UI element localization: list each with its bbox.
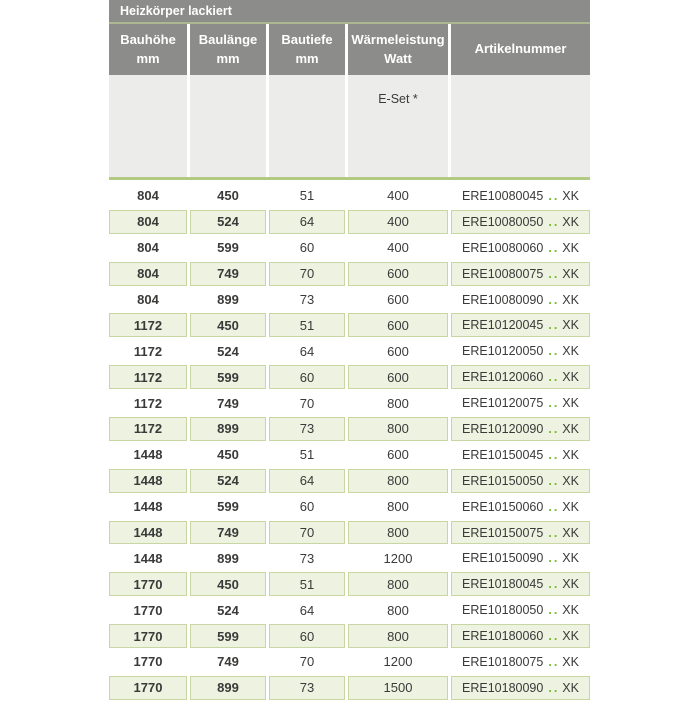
artikel-number: ERE10120090 <box>462 421 544 436</box>
artikel-dots: .. <box>548 266 560 281</box>
artikel-number: ERE10180075 <box>462 654 544 669</box>
table-title <box>109 0 590 22</box>
cell-bauhoehe: 804 <box>109 287 187 313</box>
artikel-dots: .. <box>548 603 560 618</box>
cell-artikelnummer <box>451 338 590 364</box>
column-header-bauhoehe <box>109 24 187 75</box>
cell-bautiefe: 64 <box>269 210 345 234</box>
column-header-waermeleistung <box>348 24 448 75</box>
cell-artikelnummer <box>451 572 590 596</box>
cell-bautiefe: 73 <box>269 287 345 313</box>
artikel-code: XK <box>562 266 579 281</box>
artikel-code: XK <box>562 292 579 307</box>
cell-baulaenge: 450 <box>190 572 266 596</box>
table-row <box>109 312 590 338</box>
table-row <box>109 571 590 597</box>
artikel-number: ERE10080060 <box>462 240 544 255</box>
cell-bautiefe: 60 <box>269 624 345 648</box>
artikel-code: XK <box>562 525 579 540</box>
artikel-dots: .. <box>548 680 560 695</box>
cell-bautiefe: 51 <box>269 572 345 596</box>
table-row <box>109 545 590 571</box>
cell-bauhoehe: 804 <box>109 262 187 286</box>
subheader-cell-eset <box>348 75 448 177</box>
artikel-number: ERE10150060 <box>462 499 544 514</box>
artikel-dots: .. <box>548 654 560 669</box>
artikel-code: XK <box>562 447 579 462</box>
artikel-code: XK <box>562 654 579 669</box>
cell-bautiefe: 51 <box>269 313 345 337</box>
header-line1: Bautiefe <box>281 32 333 48</box>
cell-watt: 1200 <box>348 649 448 675</box>
table-row <box>109 468 590 494</box>
cell-artikelnummer <box>451 676 590 700</box>
cell-baulaenge: 899 <box>190 417 266 441</box>
artikel-dots: .. <box>548 318 560 333</box>
cell-bauhoehe: 804 <box>109 183 187 209</box>
header-line1: Baulänge <box>198 32 258 48</box>
artikel-dots: .. <box>548 292 560 307</box>
artikel-dots: .. <box>548 370 560 385</box>
cell-bautiefe: 73 <box>269 676 345 700</box>
cell-watt: 800 <box>348 521 448 545</box>
cell-watt: 800 <box>348 572 448 596</box>
table-row <box>109 390 590 416</box>
header-line1: Wärmeleistung <box>351 32 445 48</box>
artikel-number: ERE10120060 <box>462 370 544 385</box>
table-row <box>109 364 590 390</box>
artikel-code: XK <box>562 214 579 229</box>
cell-bauhoehe: 804 <box>109 235 187 261</box>
artikel-dots: .. <box>548 551 560 566</box>
cell-artikelnummer <box>451 597 590 623</box>
cell-baulaenge: 599 <box>190 494 266 520</box>
cell-watt: 600 <box>348 313 448 337</box>
artikel-number: ERE10120075 <box>462 396 544 411</box>
cell-bauhoehe: 804 <box>109 210 187 234</box>
cell-artikelnummer <box>451 442 590 468</box>
cell-bauhoehe: 1448 <box>109 469 187 493</box>
artikel-code: XK <box>562 603 579 618</box>
table-row <box>109 442 590 468</box>
cell-artikelnummer <box>451 235 590 261</box>
artikel-number: ERE10150075 <box>462 525 544 540</box>
artikel-dots: .. <box>548 629 560 644</box>
artikel-code: XK <box>562 318 579 333</box>
artikel-number: ERE10120045 <box>462 318 544 333</box>
column-header-baulaenge <box>190 24 266 75</box>
subheader-cell-bauhoehe <box>109 75 187 177</box>
artikel-dots: .. <box>548 240 560 255</box>
artikel-number: ERE10180045 <box>462 577 544 592</box>
cell-watt: 800 <box>348 469 448 493</box>
table-row <box>109 649 590 675</box>
cell-artikelnummer <box>451 417 590 441</box>
cell-baulaenge: 450 <box>190 183 266 209</box>
cell-watt: 600 <box>348 442 448 468</box>
table-row <box>109 597 590 623</box>
cell-watt: 400 <box>348 183 448 209</box>
artikel-code: XK <box>562 499 579 514</box>
cell-watt: 800 <box>348 417 448 441</box>
table-row <box>109 675 590 701</box>
cell-watt: 600 <box>348 262 448 286</box>
artikel-code: XK <box>562 188 579 203</box>
cell-baulaenge: 899 <box>190 676 266 700</box>
cell-bautiefe: 70 <box>269 390 345 416</box>
cell-bauhoehe: 1172 <box>109 417 187 441</box>
subheader-cell-baulaenge <box>190 75 266 177</box>
cell-bauhoehe: 1770 <box>109 624 187 648</box>
table-row <box>109 261 590 287</box>
column-header-row <box>109 24 590 75</box>
artikel-dots: .. <box>548 421 560 436</box>
cell-artikelnummer <box>451 624 590 648</box>
artikel-dots: .. <box>548 525 560 540</box>
artikel-code: XK <box>562 551 579 566</box>
artikel-number: ERE10150045 <box>462 447 544 462</box>
cell-bauhoehe: 1172 <box>109 390 187 416</box>
cell-baulaenge: 450 <box>190 442 266 468</box>
cell-bauhoehe: 1172 <box>109 365 187 389</box>
artikel-code: XK <box>562 421 579 436</box>
artikel-code: XK <box>562 370 579 385</box>
cell-artikelnummer <box>451 494 590 520</box>
header-line2: Watt <box>384 50 412 66</box>
cell-baulaenge: 524 <box>190 338 266 364</box>
cell-baulaenge: 599 <box>190 624 266 648</box>
cell-bauhoehe: 1448 <box>109 521 187 545</box>
cell-watt: 600 <box>348 338 448 364</box>
cell-artikelnummer <box>451 262 590 286</box>
cell-watt: 600 <box>348 365 448 389</box>
cell-bautiefe: 60 <box>269 235 345 261</box>
cell-watt: 1500 <box>348 676 448 700</box>
cell-artikelnummer <box>451 365 590 389</box>
artikel-code: XK <box>562 240 579 255</box>
cell-baulaenge: 899 <box>190 287 266 313</box>
cell-watt: 800 <box>348 494 448 520</box>
cell-artikelnummer <box>451 183 590 209</box>
cell-bauhoehe: 1172 <box>109 338 187 364</box>
cell-bauhoehe: 1770 <box>109 572 187 596</box>
artikel-number: ERE10080075 <box>462 266 544 281</box>
subheader-cell-artikelnummer <box>451 75 590 177</box>
table-title-label: Heizkörper lackiert <box>120 4 232 18</box>
cell-bautiefe: 64 <box>269 597 345 623</box>
subheader-cell-bautiefe <box>269 75 345 177</box>
artikel-dots: .. <box>548 344 560 359</box>
cell-baulaenge: 599 <box>190 235 266 261</box>
cell-artikelnummer <box>451 469 590 493</box>
artikel-number: ERE10080050 <box>462 214 544 229</box>
cell-artikelnummer <box>451 313 590 337</box>
artikel-number: ERE10150090 <box>462 551 544 566</box>
artikel-code: XK <box>562 680 579 695</box>
artikel-code: XK <box>562 396 579 411</box>
cell-baulaenge: 749 <box>190 521 266 545</box>
cell-watt: 800 <box>348 390 448 416</box>
cell-bauhoehe: 1448 <box>109 442 187 468</box>
artikel-dots: .. <box>548 499 560 514</box>
e-set-label: E-Set * <box>378 92 418 106</box>
cell-bauhoehe: 1172 <box>109 313 187 337</box>
cell-bautiefe: 51 <box>269 183 345 209</box>
table-body <box>109 183 590 701</box>
artikel-dots: .. <box>548 188 560 203</box>
artikel-dots: .. <box>548 577 560 592</box>
cell-bauhoehe: 1770 <box>109 676 187 700</box>
artikel-number: ERE10150050 <box>462 473 544 488</box>
header-line2: mm <box>295 50 319 66</box>
artikel-number: ERE10180050 <box>462 603 544 618</box>
table-row <box>109 235 590 261</box>
cell-bautiefe: 64 <box>269 338 345 364</box>
column-header-bautiefe <box>269 24 345 75</box>
cell-bautiefe: 73 <box>269 545 345 571</box>
table-row <box>109 520 590 546</box>
subheader-row <box>109 75 590 177</box>
cell-baulaenge: 749 <box>190 390 266 416</box>
artikel-code: XK <box>562 344 579 359</box>
table-row <box>109 494 590 520</box>
artikel-code: XK <box>562 629 579 644</box>
artikel-number: ERE10120050 <box>462 344 544 359</box>
cell-baulaenge: 899 <box>190 545 266 571</box>
artikel-dots: .. <box>548 447 560 462</box>
cell-bauhoehe: 1448 <box>109 545 187 571</box>
cell-baulaenge: 599 <box>190 365 266 389</box>
artikel-dots: .. <box>548 396 560 411</box>
cell-artikelnummer <box>451 287 590 313</box>
artikel-dots: .. <box>548 473 560 488</box>
cell-bautiefe: 64 <box>269 469 345 493</box>
table-row <box>109 416 590 442</box>
cell-bautiefe: 60 <box>269 494 345 520</box>
table-row <box>109 338 590 364</box>
cell-artikelnummer <box>451 521 590 545</box>
header-line2: mm <box>136 50 160 66</box>
table-row <box>109 183 590 209</box>
cell-bautiefe: 70 <box>269 521 345 545</box>
artikel-number: ERE10180090 <box>462 680 544 695</box>
cell-bauhoehe: 1770 <box>109 649 187 675</box>
artikel-number: ERE10080045 <box>462 188 544 203</box>
cell-bauhoehe: 1448 <box>109 494 187 520</box>
cell-watt: 400 <box>348 210 448 234</box>
spec-table <box>109 0 590 700</box>
artikel-code: XK <box>562 577 579 592</box>
cell-watt: 600 <box>348 287 448 313</box>
table-row <box>109 287 590 313</box>
cell-artikelnummer <box>451 545 590 571</box>
cell-baulaenge: 524 <box>190 210 266 234</box>
cell-baulaenge: 749 <box>190 262 266 286</box>
cell-bautiefe: 73 <box>269 417 345 441</box>
cell-watt: 400 <box>348 235 448 261</box>
cell-bautiefe: 60 <box>269 365 345 389</box>
cell-artikelnummer <box>451 390 590 416</box>
cell-watt: 800 <box>348 624 448 648</box>
artikel-number: ERE10080090 <box>462 292 544 307</box>
cell-baulaenge: 450 <box>190 313 266 337</box>
header-line1: Bauhöhe <box>120 32 176 48</box>
cell-watt: 800 <box>348 597 448 623</box>
table-row <box>109 209 590 235</box>
cell-watt: 1200 <box>348 545 448 571</box>
header-line2: mm <box>216 50 240 66</box>
cell-bauhoehe: 1770 <box>109 597 187 623</box>
cell-artikelnummer <box>451 649 590 675</box>
cell-bautiefe: 70 <box>269 649 345 675</box>
table-row <box>109 623 590 649</box>
cell-bautiefe: 51 <box>269 442 345 468</box>
cell-baulaenge: 524 <box>190 597 266 623</box>
cell-artikelnummer <box>451 210 590 234</box>
artikel-code: XK <box>562 473 579 488</box>
column-header-artikelnummer <box>451 24 590 75</box>
cell-bautiefe: 70 <box>269 262 345 286</box>
cell-baulaenge: 749 <box>190 649 266 675</box>
artikel-number: ERE10180060 <box>462 629 544 644</box>
artikel-dots: .. <box>548 214 560 229</box>
header-line1: Artikelnummer <box>474 41 567 57</box>
cell-baulaenge: 524 <box>190 469 266 493</box>
